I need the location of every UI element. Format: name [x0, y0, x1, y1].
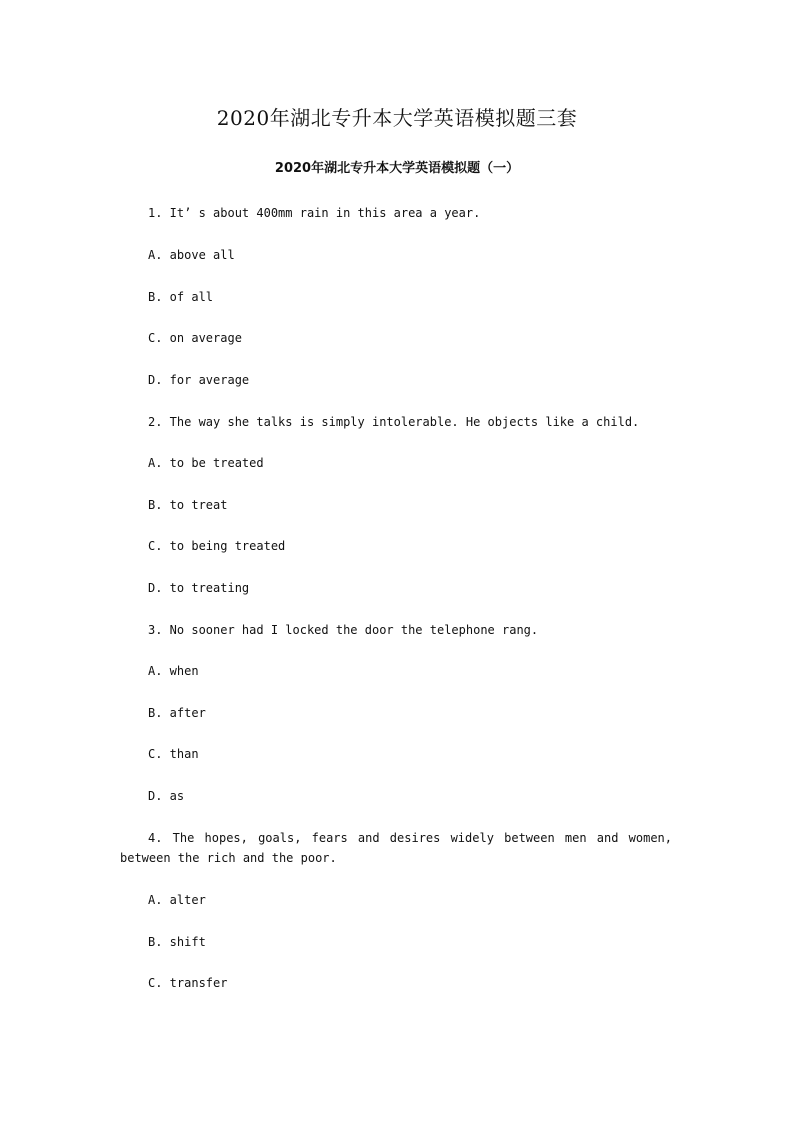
question-stem: 1. It’ s about 400mm rain in this area a year. — [148, 206, 481, 220]
option-a: A. when — [148, 664, 199, 678]
option-c: C. than — [148, 747, 199, 761]
option-b: B. shift — [148, 935, 206, 949]
section-title: 2020年湖北专升本大学英语模拟题（一） — [274, 161, 520, 176]
option-c: C. to being treated — [148, 539, 286, 553]
option-b: B. to treat — [148, 498, 228, 512]
document-title: 2020年湖北专升本大学英语模拟题三套 — [216, 106, 578, 130]
question-stem: 3. No sooner had I locked the door the telephone rang. — [148, 623, 539, 637]
option-a: A. to be treated — [148, 456, 264, 470]
option-d: D. for average — [148, 373, 250, 387]
option-c: C. transfer — [148, 976, 228, 990]
question-stem-line-1: 4. The hopes, goals, fears and desires widely between men and women, — [148, 831, 672, 845]
option-b: B. of all — [148, 290, 214, 304]
option-d: D. as — [148, 789, 185, 803]
option-a: A. alter — [148, 893, 206, 907]
question-stem-line-2: between the rich and the poor. — [120, 851, 337, 865]
option-b: B. after — [148, 706, 206, 720]
option-d: D. to treating — [148, 581, 250, 595]
question-stem: 2. The way she talks is simply intolerable. He objects like a child. — [148, 415, 640, 429]
option-c: C. on average — [148, 331, 242, 345]
option-a: A. above all — [148, 248, 235, 262]
